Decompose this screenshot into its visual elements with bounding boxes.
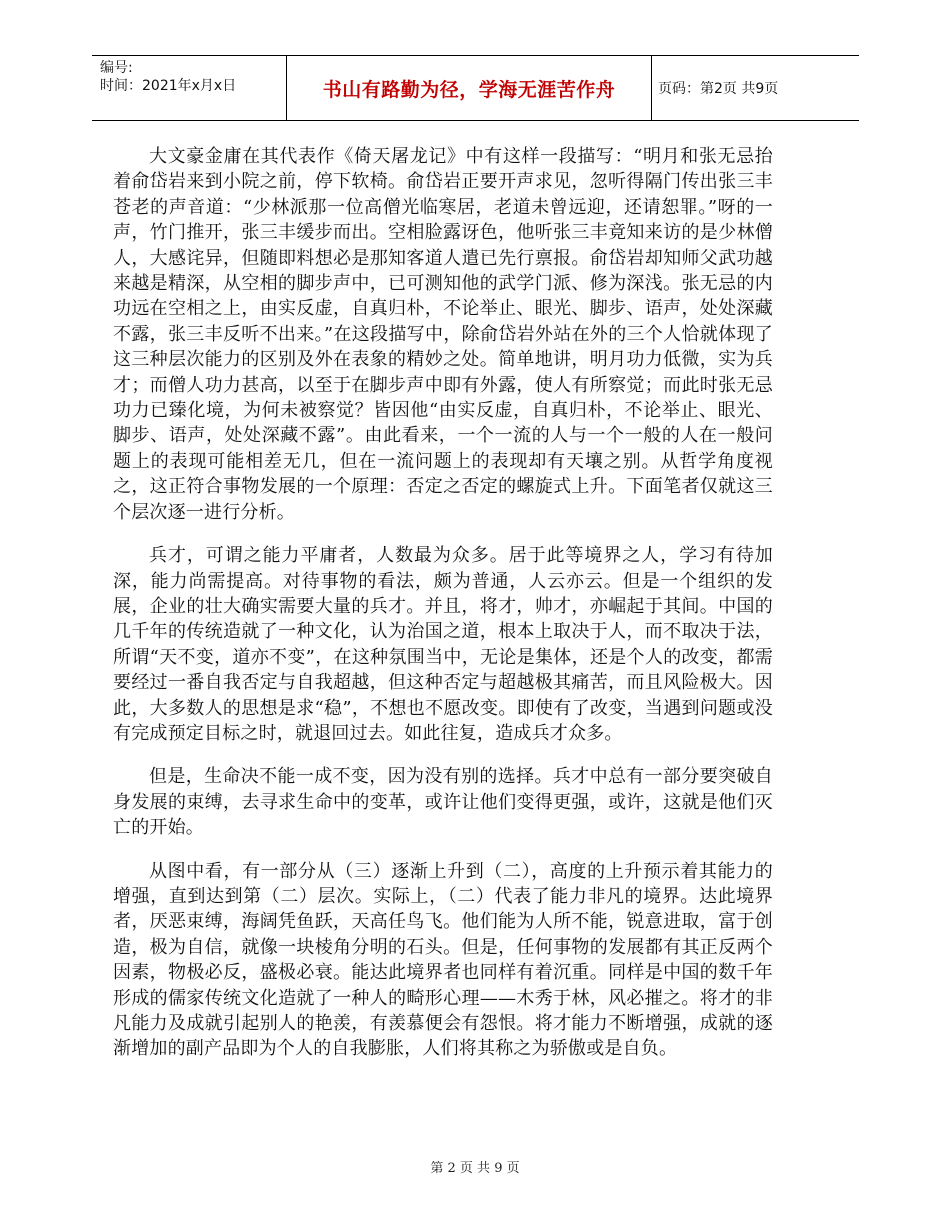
document-body [113, 144, 773, 1080]
paragraph: 兵才，可谓之能力平庸者，人数最为众多。居于此等境界之人，学习有待加深，能力尚需提高。对待事物的看法，颇为普通，人云亦云。但是一个组织的发展，企业的壮大确实需要大量的兵才。并且，将才，帅才，亦崛起于其间。中国的几千年的传统造就了一种文化，认为治国之道，根本上取决于人，而不取决于法，所谓“天不变，道亦不变”，在这种氛围当中，无论是集体，还是个人的改变，都需要经过一番自我否定与自我超越，但这种否定与超越极其痛苦，而且风险极大。因此，大多数人的思想是求“稳”，不想也不愿改变。即使有了改变，当遇到问题或没有完成预定目标之时，就退回过去。如此往复，造成兵才众多。 [113, 545, 773, 744]
paragraph: 大文豪金庸在其代表作《倚天屠龙记》中有这样一段描写：“明月和张无忌抬着俞岱岩来到小院之前，停下软椅。俞岱岩正要开声求见，忽听得隔门传出张三丰苍老的声音道：“少林派那一位高僧光临寒居，老道未曾远迎，还请恕罪。”呀的一声，竹门推开，张三丰缓步而出。空相脸露讶色，他听张三丰竟知来访的是少林僧人，大感诧异，但随即料想必是那知客道人遣已先行禀报。俞岱岩却知师父武功越来越是精深，从空相的脚步声中，已可测知他的武学门派、修为深浅。张无忌的内功远在空相之上，由实反虚，自真归朴，不论举止、眼光、脚步、语声，处处深藏不露，张三丰反听不出来。”在这段描写中，除俞岱岩外站在外的三个人恰就体现了这三种层次能力的区别及外在表象的精妙之处。简单地讲，明月功力低微，实为兵才；而僧人功力甚高，以至于在脚步声中即有外露，使人有所察觉；而此时张无忌功力已臻化境，为何未被察觉？皆因他“由实反虚，自真归朴，不论举止、眼光、脚步、语声，处处深藏不露”。由此看来，一个一流的人与一个一般的人在一般问题上的表现可能相差无几，但在一流问题上的表现却有天壤之别。从哲学角度视之，这正符合事物发展的一个原理：否定之否定的螺旋式上升。下面笔者仅就这三个层次逐一进行分析。 [113, 146, 773, 523]
page-header [92, 55, 859, 121]
header-page-info: 页码：第2页 共9页 [658, 81, 779, 97]
document-number-label: 编号: [100, 60, 133, 76]
header-motto: 书山有路勤为径，学海无涯苦作舟 [286, 56, 652, 120]
paragraph: 从图中看，有一部分从（三）逐渐上升到（二），高度的上升预示着其能力的增强，直到达到第（二）层次。实际上，（二）代表了能力非凡的境界。达此境界者，厌恶束缚，海阔凭鱼跃，天高任鸟飞。他们能为人所不能，锐意进取，富于创造，极为自信，就像一块棱角分明的石头。但是，任何事物的发展都有其正反两个因素，物极必反，盛极必衰。能达此境界者也同样有着沉重。同样是中国的数千年形成的儒家传统文化造就了一种人的畸形心理——木秀于林，风必摧之。将才的非凡能力及成就引起别人的艳羡，有羡慕便会有怨恨。将才能力不断增强，成就的逐渐增加的副产品即为个人的自我膨胀，人们将其称之为骄傲或是自负。 [113, 860, 773, 1060]
paragraph: 但是，生命决不能一成不变，因为没有别的选择。兵才中总有一部分要突破自身发展的束缚，去寻求生命中的变革，或许让他们变得更强，或许，这就是他们灭亡的开始。 [113, 766, 773, 839]
header-meta [92, 56, 286, 120]
page-footer: 第 2 页 共 9 页 [430, 1161, 520, 1176]
document-time: 时间：2021年x月x日 [100, 78, 237, 94]
